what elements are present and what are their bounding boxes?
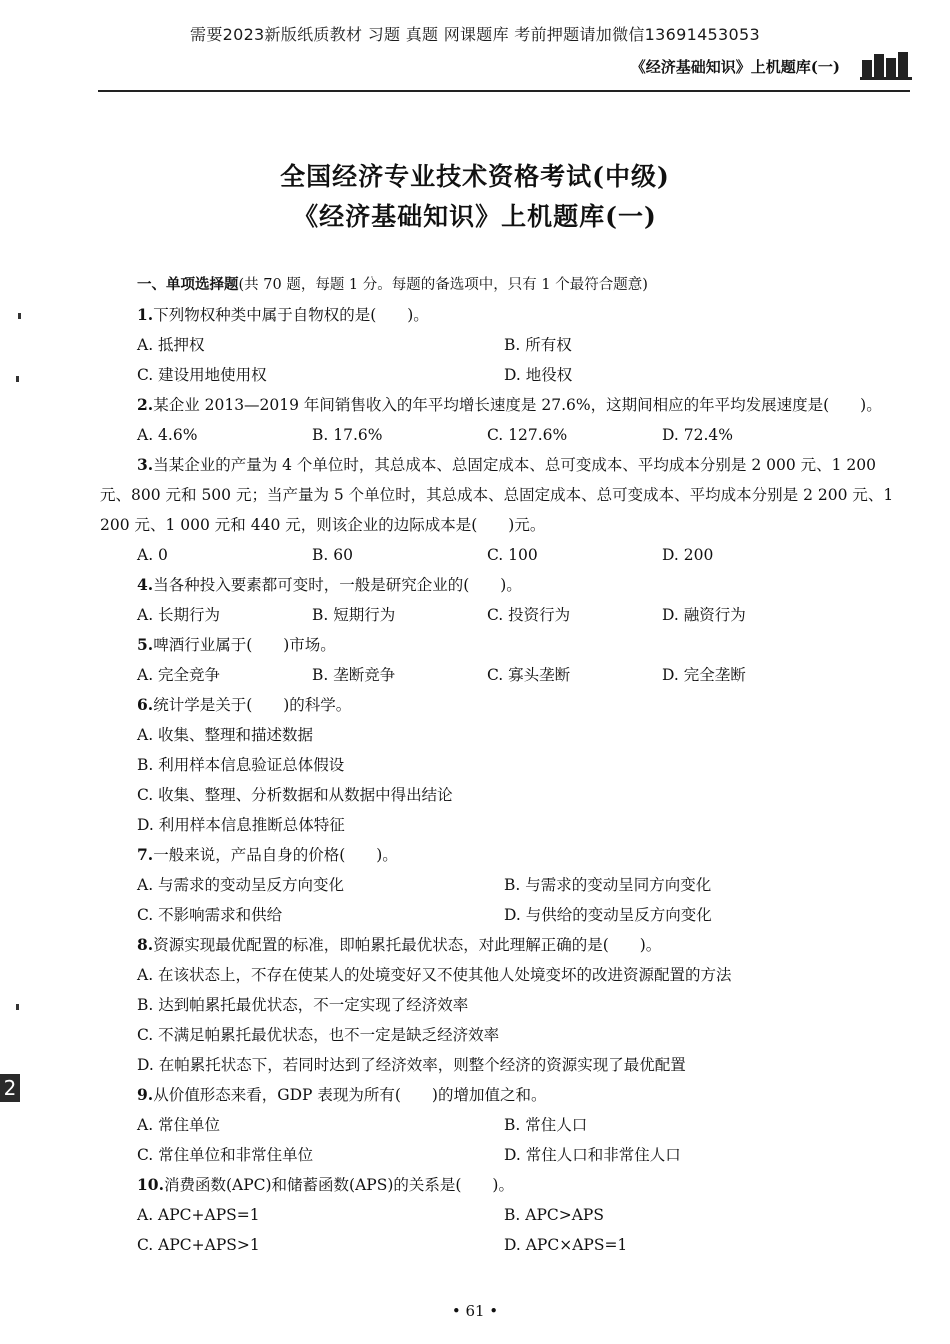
question-5: 5.啤酒行业属于( )市场。 — [137, 635, 336, 654]
question-8: 8.资源实现最优配置的标准，即帕累托最优状态，对此理解正确的是( )。 — [137, 935, 662, 954]
page-title-line1: 全国经济专业技术资格考试(中级) — [280, 162, 670, 191]
question-9: 9.从价值形态来看，GDP 表现为所有( )的增加值之和。 — [137, 1085, 547, 1104]
question-7: 7.一般来说，产品自身的价格( )。 — [137, 845, 398, 864]
option-6a: A. 收集、整理和描述数据 — [137, 726, 314, 744]
question-4: 4.当各种投入要素都可变时，一般是研究企业的( )。 — [137, 575, 522, 594]
options-7: A. 与需求的变动呈反方向变化 B. 与需求的变动呈同方向变化 — [137, 876, 712, 894]
watermark-banner: 需要2023新版纸质教材 习题 真题 网课题库 考前押题请加微信13691453053 — [190, 25, 760, 44]
scan-mark — [18, 313, 21, 319]
options-2: A. 4.6% B. 17.6% C. 127.6% D. 72.4% — [137, 426, 733, 444]
books-stack-icon — [860, 48, 912, 80]
question-1: 1.下列物权种类中属于自物权的是( )。 — [137, 305, 429, 324]
options-10b: C. APC+APS>1 D. APC×APS=1 — [137, 1236, 628, 1254]
option-8c: C. 不满足帕累托最优状态，也不一定是缺乏经济效率 — [137, 1026, 500, 1044]
question-2: 2.某企业 2013—2019 年间销售收入的年平均增长速度是 27.6%，这期间相应的年平均发展速度是( )。 — [137, 395, 882, 414]
page-number: • 61 • — [451, 1302, 499, 1320]
page-title-line2: 《经济基础知识》上机题库(一) — [293, 202, 657, 231]
question-list — [100, 270, 910, 1260]
scan-mark — [16, 376, 19, 382]
option-8d: D. 在帕累托状态下，若同时达到了经济效率，则整个经济的资源实现了最优配置 — [137, 1056, 686, 1074]
option-6d: D. 利用样本信息推断总体特征 — [137, 816, 345, 834]
running-title: 《经济基础知识》上机题库(一) — [630, 58, 840, 76]
option-6b: B. 利用样本信息验证总体假设 — [137, 756, 345, 774]
options-4: A. 长期行为 B. 短期行为 C. 投资行为 D. 融资行为 — [137, 606, 746, 624]
options-7b: C. 不影响需求和供给 D. 与供给的变动呈反方向变化 — [137, 906, 712, 924]
options-9b: C. 常住单位和非常住单位 D. 常住人口和非常住人口 — [137, 1146, 681, 1164]
options-10: A. APC+APS=1 B. APC>APS — [137, 1206, 604, 1224]
option-8b: B. 达到帕累托最优状态，不一定实现了经济效率 — [137, 996, 469, 1014]
scan-mark — [16, 1004, 19, 1010]
option-8a: A. 在该状态上，不存在使某人的处境变好又不使其他人处境变坏的改进资源配置的方法 — [137, 966, 732, 984]
option-6c: C. 收集、整理、分析数据和从数据中得出结论 — [137, 786, 453, 804]
question-10: 10.消费函数(APC)和储蓄函数(APS)的关系是( )。 — [137, 1175, 514, 1194]
options-9: A. 常住单位 B. 常住人口 — [137, 1116, 588, 1134]
question-6: 6.统计学是关于( )的科学。 — [137, 695, 352, 714]
side-tab: 2 — [0, 1074, 20, 1102]
options-1b: C. 建设用地使用权 D. 地役权 — [137, 366, 573, 384]
header-rule — [98, 90, 910, 92]
options-5: A. 完全竞争 B. 垄断竞争 C. 寡头垄断 D. 完全垄断 — [137, 666, 746, 684]
section-heading: 一、单项选择题(共 70 题，每题 1 分。每题的备选项中，只有 1 个最符合题意) — [137, 276, 648, 293]
question-3: 3.当某企业的产量为 4 个单位时，其总成本、总固定成本、总可变成本、平均成本分别是 2 000 元、1 200 元、800 元和 500 元；当产量为 5 个单位时，其总成本、总固定成本、总可变成本、平均成本分别是 2 200 元、1 200 元、1 000 元和 440 元，则该企业的边际成本是( )元。 — [100, 455, 894, 534]
options-1: A. 抵押权 B. 所有权 — [137, 336, 572, 354]
options-3: A. 0 B. 60 C. 100 D. 200 — [137, 546, 714, 564]
